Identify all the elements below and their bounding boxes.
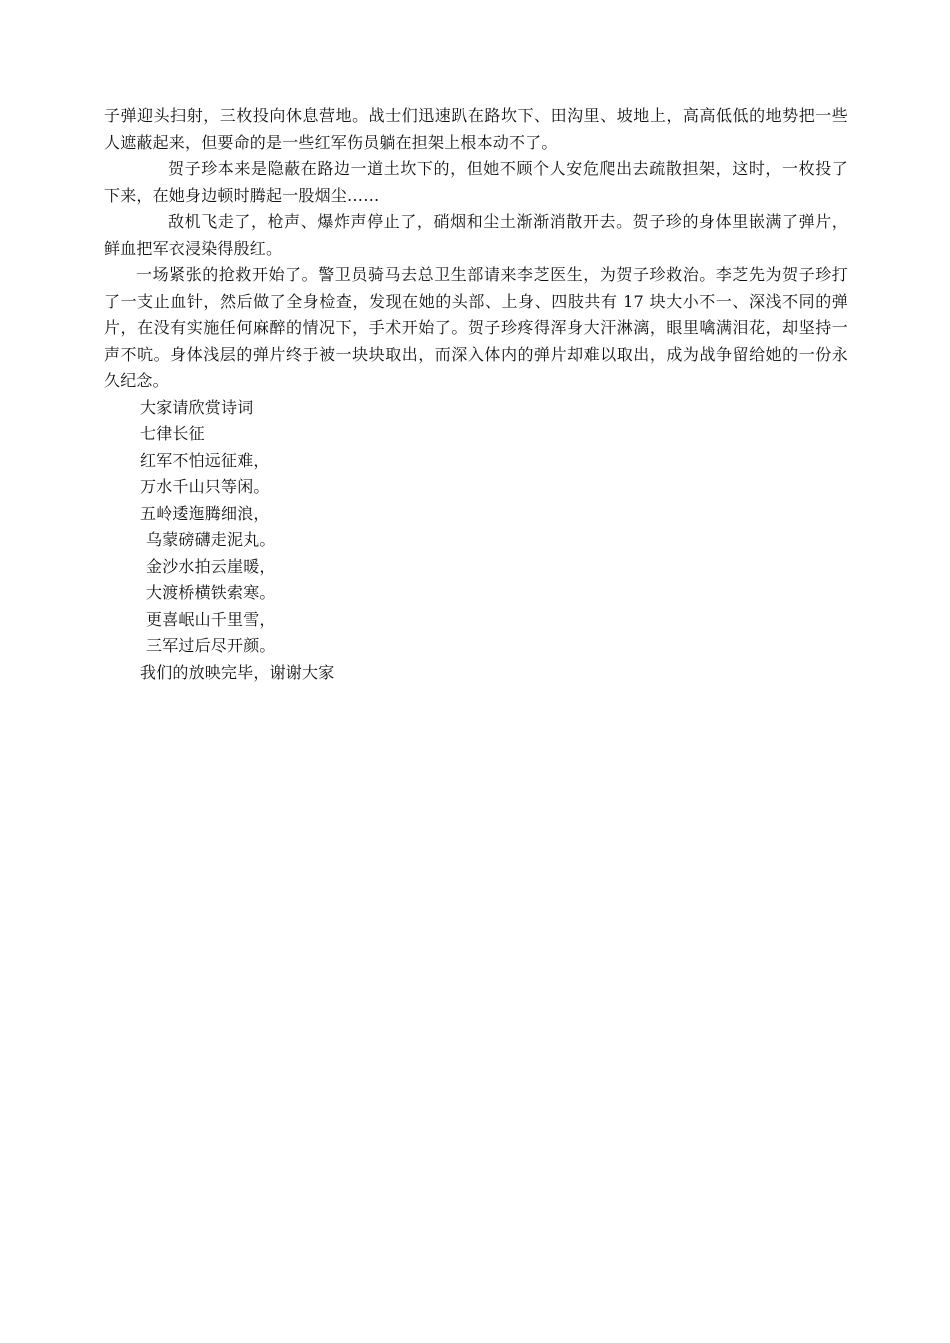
poem-line: 万水千山只等闲。 xyxy=(140,477,270,496)
paragraph-air-raid: 子弹迎头扫射，三枚投向休息营地。战士们迅速趴在路坎下、田沟里、坡地上，高高低低的地势把一些人遮蔽起来，但要命的是一些红军伤员躺在担架上根本动不了。 xyxy=(104,106,848,152)
poem-intro: 大家请欣赏诗词 xyxy=(140,397,254,417)
closing-remark: 我们的放映完毕，谢谢大家 xyxy=(140,662,335,682)
poem-line: 金沙水拍云崖暖， xyxy=(146,556,276,576)
poem-line: 乌蒙磅礴走泥丸。 xyxy=(146,530,276,549)
poem-line: 三军过后尽开颜。 xyxy=(146,636,276,655)
poem-line: 五岭逶迤腾细浪， xyxy=(140,503,270,523)
poem-title: 七律长征 xyxy=(140,424,205,443)
poem-line: 更喜岷山千里雪， xyxy=(146,609,276,629)
poem-line: 红军不怕远征难， xyxy=(140,450,270,470)
paragraph-rescue: 一场紧张的抢救开始了。警卫员骑马去总卫生部请来李芝医生，为贺子珍救治。李芝先为贺子珍打了一支止血针，然后做了全身检查，发现在她的头部、上身、四肢共有 17 块大小不一、深浅不同的弹片，在没有实施任何麻醉的情况下，手术开始了。贺子珍疼得浑身大汗淋漓，眼里噙满泪花，却坚持一声不吭。身体浅层的弹片终于被一块块取出，而深入体内的弹片却难以取出，成为战争留给她的一份永久纪念。 xyxy=(104,265,848,390)
document-body xyxy=(104,103,848,686)
paragraph-he-zizhen-shelter: 贺子珍本来是隐蔽在路边一道土坎下的，但她不顾个人安危爬出去疏散担架，这时，一枚投了下来，在她身边顿时腾起一股烟尘…… xyxy=(104,159,848,205)
poem-line: 大渡桥横铁索寒。 xyxy=(146,583,276,602)
paragraph-aftermath: 敌机飞走了，枪声、爆炸声停止了，硝烟和尘土渐渐消散开去。贺子珍的身体里嵌满了弹片，鲜血把军衣浸染得殷红。 xyxy=(104,212,848,258)
